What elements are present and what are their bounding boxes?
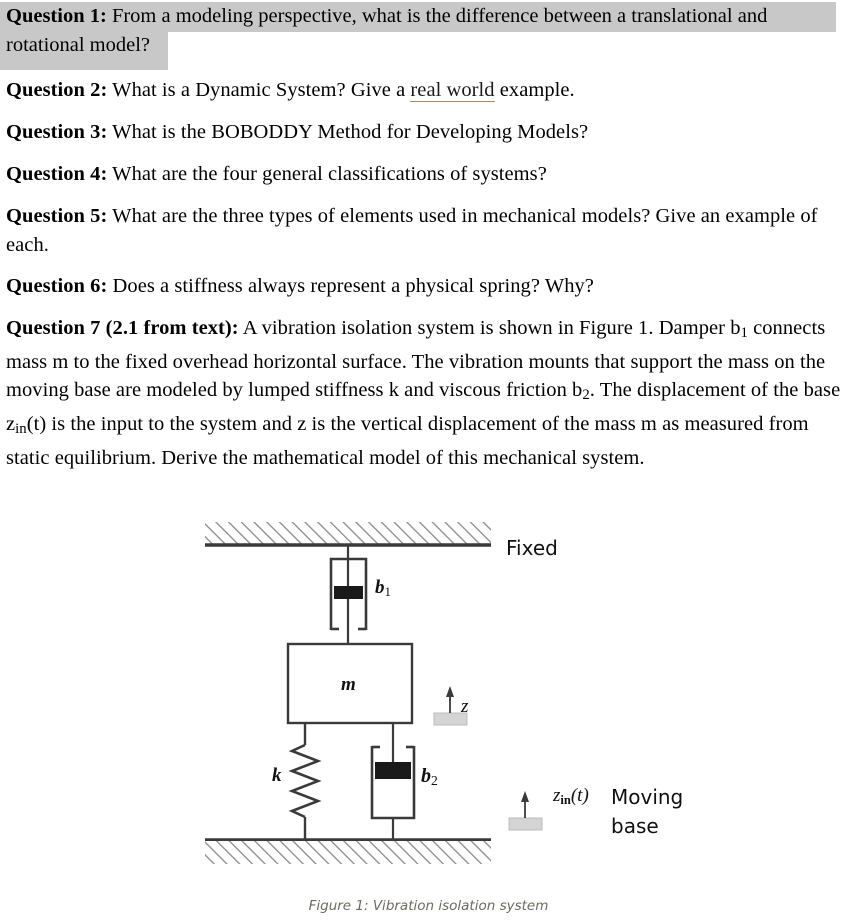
question-6-body: Does a stiffness always represent a physical spring? Why? [107, 275, 594, 297]
moving-base-ground [205, 840, 491, 864]
label-damper-b2-text: b [421, 765, 431, 787]
ceiling-hatch [205, 522, 491, 545]
label-damper-b2 [421, 765, 438, 789]
question-7-body-3: . The displacement of the base z [6, 379, 841, 435]
z-indicator-arrowhead [446, 686, 454, 697]
question-3-body: What is the BOBODDY Method for Developing Models? [107, 121, 589, 143]
question-7-sub-b1: 1 [740, 325, 748, 342]
question-7-sub-in: in [15, 421, 27, 438]
question-2-body-after: example. [494, 79, 575, 101]
ground-hatch [205, 841, 491, 864]
figure-1 [0, 498, 857, 924]
question-5-label: Question 5: [6, 205, 108, 227]
question-3-label: Question 3: [6, 121, 108, 143]
damper1-piston [334, 586, 363, 599]
question-1-label: Question 1: [6, 5, 107, 27]
question-6-label: Question 6: [6, 275, 108, 297]
question-4-block [6, 160, 846, 189]
zin-indicator-plate [509, 818, 542, 830]
question-7-block [6, 314, 854, 472]
label-zin-arg: (t) [570, 785, 589, 806]
question-7-body-1: A vibration isolation system is shown in Figure 1. Damper b [238, 317, 741, 339]
vibration-isolation-diagram [0, 498, 857, 894]
label-zin-text: z [553, 785, 561, 806]
question-2-block [6, 76, 846, 105]
damper2-piston [375, 762, 411, 779]
question-4-body: What are the four general classifications of systems? [107, 163, 547, 185]
label-moving-base [611, 783, 683, 841]
zin-indicator-arrowhead [521, 791, 529, 802]
question-7-label: Question 7 (2.1 from text): [6, 317, 239, 339]
question-1-text [6, 2, 844, 60]
question-3-block [6, 118, 846, 147]
label-zin [553, 785, 589, 808]
label-fixed: Fixed [506, 536, 558, 560]
label-moving-base-line1: Moving [611, 785, 684, 809]
label-damper-b1 [375, 577, 391, 600]
question-7-sub-b2: 2 [582, 387, 590, 404]
label-moving-base-line2: base [611, 814, 659, 838]
label-damper-b2-subscript: 2 [431, 772, 438, 788]
label-z: z [461, 696, 469, 717]
label-zin-subscript: in [560, 792, 571, 807]
question-2-body-before: What is a Dynamic System? Give a [107, 79, 411, 101]
question-6-block [6, 272, 846, 301]
zin-input-indicator [509, 791, 542, 830]
label-mass-m: m [341, 674, 356, 695]
label-damper-b1-text: b [375, 577, 385, 598]
question-7-body-2: connects mass m to the fixed overhead horizontal surface. The vibration mounts that support the mass on the moving base are modeled by lumped stiffness k and viscous friction b [6, 317, 826, 402]
question-4-label: Question 4: [6, 163, 108, 185]
label-damper-b1-subscript: 1 [384, 583, 391, 599]
spring-coil [292, 745, 318, 817]
real-world-link[interactable]: real world [410, 79, 495, 101]
question-1-body: From a modeling perspective, what is the difference between a translational and rotational model? [6, 5, 768, 56]
figure-caption: Figure 1: Vibration isolation system [308, 898, 549, 914]
question-7-body-4: (t) is the input to the system and z is the vertical displacement of the mass m as measured from static equilibrium. Derive the mathematical model of this mechanical system. [6, 412, 809, 469]
label-spring-k: k [272, 765, 282, 786]
question-5-block [6, 202, 854, 259]
fixed-ceiling [205, 522, 491, 545]
question-2-label: Question 2: [6, 79, 108, 101]
question-5-body: What are the three types of elements used in mechanical models? Give an example of each. [6, 205, 818, 256]
